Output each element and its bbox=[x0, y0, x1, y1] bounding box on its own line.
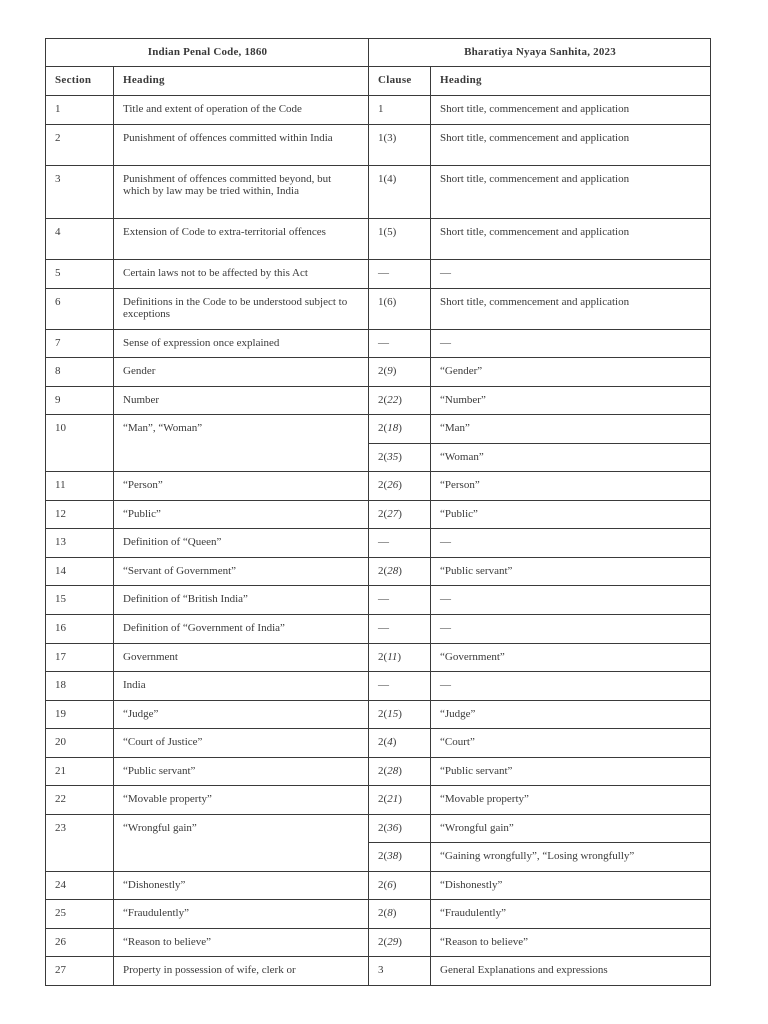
bns-heading-cell: “Fraudulently” bbox=[431, 900, 711, 929]
section-number-cell: 1 bbox=[46, 96, 114, 125]
ipc-group-header: Indian Penal Code, 1860 bbox=[46, 39, 369, 67]
section-number-cell: 13 bbox=[46, 529, 114, 558]
bns-heading-cell: “Public servant” bbox=[431, 558, 711, 586]
clause-main: 1(4) bbox=[378, 173, 397, 185]
bns-heading-cell: “Reason to believe” bbox=[431, 929, 711, 957]
clause-subnumber: 15 bbox=[387, 708, 399, 720]
clause-cell: 2(11) bbox=[369, 644, 431, 672]
clause-cell: 2(9) bbox=[369, 358, 431, 387]
clause-cell: 2(29) bbox=[369, 929, 431, 957]
bns-heading-cell: “Movable property” bbox=[431, 786, 711, 815]
bns-heading-cell: “Woman” bbox=[431, 444, 711, 472]
clause-cell bbox=[369, 529, 431, 558]
bns-heading-cell: “Man” bbox=[431, 415, 711, 444]
clause-cell bbox=[369, 289, 431, 330]
clause-cell bbox=[369, 260, 431, 289]
bns-heading-cell: — bbox=[431, 586, 711, 615]
ipc-heading-cell: Definition of “Government of India” bbox=[114, 615, 369, 644]
clause-main: 2( bbox=[378, 451, 388, 463]
bns-heading-cell: “Public” bbox=[431, 501, 711, 529]
clause-cell: 2(28) bbox=[369, 758, 431, 786]
ipc-heading-cell: “Judge” bbox=[114, 701, 369, 729]
bns-heading-cell: “Dishonestly” bbox=[431, 872, 711, 900]
ipc-heading-cell: “Reason to believe” bbox=[114, 929, 369, 957]
clause-main: 3 bbox=[378, 964, 384, 976]
section-number-cell: 15 bbox=[46, 586, 114, 615]
table-row bbox=[46, 586, 711, 615]
ipc-heading-cell: “Public servant” bbox=[114, 758, 369, 786]
section-number-cell: 21 bbox=[46, 758, 114, 786]
clause-cell: 2(22) bbox=[369, 387, 431, 415]
clause-subnumber: 6 bbox=[387, 879, 393, 891]
clause-main: 2( bbox=[378, 422, 388, 434]
bns-heading-cell: Short title, commencement and application bbox=[431, 166, 711, 219]
bns-heading-cell: “Wrongful gain” bbox=[431, 815, 711, 843]
section-number-cell: 14 bbox=[46, 558, 114, 586]
clause-cell bbox=[369, 219, 431, 260]
ipc-heading-cell: “Dishonestly” bbox=[114, 872, 369, 900]
section-number-cell: 16 bbox=[46, 615, 114, 644]
clause-cell bbox=[369, 957, 431, 986]
bns-group-header: Bharatiya Nyaya Sanhita, 2023 bbox=[369, 39, 711, 67]
bns-heading-cell: “Judge” bbox=[431, 701, 711, 729]
ipc-heading-cell: Number bbox=[114, 387, 369, 415]
section-number-cell: 10 bbox=[46, 415, 114, 472]
section-number-cell: 6 bbox=[46, 289, 114, 330]
table-row bbox=[46, 330, 711, 358]
clause-subnumber: 4 bbox=[387, 736, 393, 748]
ipc-heading-cell: “Person” bbox=[114, 472, 369, 501]
clause-cell bbox=[369, 615, 431, 644]
clause-subnumber: 8 bbox=[387, 907, 393, 919]
clause-main: 2( bbox=[378, 822, 388, 834]
table-row bbox=[46, 900, 711, 929]
bns-heading-cell: — bbox=[431, 672, 711, 701]
table-row bbox=[46, 289, 711, 330]
clause-cell: 2(18) bbox=[369, 415, 431, 444]
clause-cell: 2(6) bbox=[369, 872, 431, 900]
ipc-heading-cell: “Movable property” bbox=[114, 786, 369, 815]
section-number-cell: 22 bbox=[46, 786, 114, 815]
clause-main: 2( bbox=[378, 651, 388, 663]
ipc-heading-cell: Punishment of offences committed within India bbox=[114, 125, 369, 166]
bns-heading-cell: Short title, commencement and application bbox=[431, 125, 711, 166]
section-number-cell: 2 bbox=[46, 125, 114, 166]
bns-heading-cell: — bbox=[431, 330, 711, 358]
clause-main: 1(5) bbox=[378, 226, 397, 238]
group-header-row bbox=[46, 39, 711, 67]
clause-main: 2( bbox=[378, 479, 388, 491]
ipc-heading-cell: “Man”, “Woman” bbox=[114, 415, 369, 472]
ipc-heading-cell: Certain laws not to be affected by this Act bbox=[114, 260, 369, 289]
section-number-cell: 19 bbox=[46, 701, 114, 729]
table-row bbox=[46, 815, 711, 843]
clause-cell: 2(27) bbox=[369, 501, 431, 529]
clause-main: 2( bbox=[378, 907, 388, 919]
clause-main: — bbox=[378, 267, 390, 279]
bns-heading-cell: — bbox=[431, 529, 711, 558]
table-row bbox=[46, 558, 711, 586]
table-row bbox=[46, 501, 711, 529]
clause-main: 2( bbox=[378, 936, 388, 948]
clause-subnumber: 21 bbox=[387, 793, 399, 805]
table-row bbox=[46, 615, 711, 644]
table-row bbox=[46, 872, 711, 900]
table-row bbox=[46, 758, 711, 786]
clause-subnumber: 11 bbox=[387, 651, 398, 663]
clause-main: — bbox=[378, 593, 390, 605]
clause-cell bbox=[369, 96, 431, 125]
table-row bbox=[46, 529, 711, 558]
section-column-header: Section bbox=[46, 67, 114, 96]
clause-main: 2( bbox=[378, 879, 388, 891]
ipc-heading-cell: Definition of “British India” bbox=[114, 586, 369, 615]
bns-heading-cell: “Public servant” bbox=[431, 758, 711, 786]
clause-main: 2( bbox=[378, 394, 388, 406]
section-number-cell: 26 bbox=[46, 929, 114, 957]
section-number-cell: 12 bbox=[46, 501, 114, 529]
ipc-heading-column-header: Heading bbox=[114, 67, 369, 96]
clause-subnumber: 22 bbox=[387, 394, 399, 406]
bns-heading-cell: “Gaining wrongfully”, “Losing wrongfully” bbox=[431, 843, 711, 872]
table-row bbox=[46, 729, 711, 758]
clause-main: 2( bbox=[378, 708, 388, 720]
clause-main: 2( bbox=[378, 508, 388, 520]
clause-cell: 2(15) bbox=[369, 701, 431, 729]
ipc-heading-cell: Property in possession of wife, clerk or bbox=[114, 957, 369, 986]
bns-heading-cell: Short title, commencement and application bbox=[431, 289, 711, 330]
bns-heading-cell: General Explanations and expressions bbox=[431, 957, 711, 986]
section-number-cell: 7 bbox=[46, 330, 114, 358]
ipc-heading-cell: Definition of “Queen” bbox=[114, 529, 369, 558]
table-row bbox=[46, 929, 711, 957]
clause-main: 1(6) bbox=[378, 296, 397, 308]
ipc-heading-cell: Government bbox=[114, 644, 369, 672]
section-number-cell: 27 bbox=[46, 957, 114, 986]
clause-main: 2( bbox=[378, 565, 388, 577]
section-number-cell: 8 bbox=[46, 358, 114, 387]
ipc-heading-cell: “Servant of Government” bbox=[114, 558, 369, 586]
clause-subnumber: 35 bbox=[387, 451, 399, 463]
bns-heading-cell: — bbox=[431, 260, 711, 289]
section-number-cell: 17 bbox=[46, 644, 114, 672]
table-row bbox=[46, 166, 711, 219]
bns-heading-cell: “Person” bbox=[431, 472, 711, 501]
bns-heading-cell: “Government” bbox=[431, 644, 711, 672]
ipc-heading-cell: Punishment of offences committed beyond, but which by law may be tried within, India bbox=[114, 166, 369, 219]
section-number-cell: 11 bbox=[46, 472, 114, 501]
table-row bbox=[46, 415, 711, 444]
ipc-heading-cell: Definitions in the Code to be understood subject to exceptions bbox=[114, 289, 369, 330]
ipc-heading-cell: Title and extent of operation of the Code bbox=[114, 96, 369, 125]
ipc-heading-cell: “Wrongful gain” bbox=[114, 815, 369, 872]
ipc-heading-cell: Extension of Code to extra-territorial offences bbox=[114, 219, 369, 260]
clause-subnumber: 18 bbox=[387, 422, 399, 434]
clause-main: 2( bbox=[378, 365, 388, 377]
clause-cell bbox=[369, 330, 431, 358]
column-header-row bbox=[46, 67, 711, 96]
bns-heading-cell: “Gender” bbox=[431, 358, 711, 387]
clause-cell bbox=[369, 586, 431, 615]
table-row bbox=[46, 358, 711, 387]
clause-subnumber: 29 bbox=[387, 936, 399, 948]
table-row bbox=[46, 219, 711, 260]
clause-main: 2( bbox=[378, 793, 388, 805]
clause-cell bbox=[369, 672, 431, 701]
clause-main: — bbox=[378, 622, 390, 634]
table-row bbox=[46, 672, 711, 701]
clause-subnumber: 27 bbox=[387, 508, 399, 520]
table-row bbox=[46, 957, 711, 986]
clause-main: 1 bbox=[378, 103, 384, 115]
clause-subnumber: 38 bbox=[387, 850, 399, 862]
table-row bbox=[46, 125, 711, 166]
ipc-heading-cell: India bbox=[114, 672, 369, 701]
clause-cell: 2(21) bbox=[369, 786, 431, 815]
ipc-heading-cell: “Court of Justice” bbox=[114, 729, 369, 758]
clause-main: — bbox=[378, 337, 390, 349]
clause-subnumber: 36 bbox=[387, 822, 399, 834]
section-number-cell: 25 bbox=[46, 900, 114, 929]
section-number-cell: 5 bbox=[46, 260, 114, 289]
table-row bbox=[46, 387, 711, 415]
table-body bbox=[46, 96, 711, 986]
clause-cell bbox=[369, 125, 431, 166]
ipc-heading-cell: “Fraudulently” bbox=[114, 900, 369, 929]
clause-cell: 2(28) bbox=[369, 558, 431, 586]
bns-heading-cell: Short title, commencement and application bbox=[431, 219, 711, 260]
clause-subnumber: 28 bbox=[387, 565, 399, 577]
clause-main: — bbox=[378, 679, 390, 691]
bns-heading-column-header: Heading bbox=[431, 67, 711, 96]
bns-heading-cell: Short title, commencement and application bbox=[431, 96, 711, 125]
clause-subnumber: 26 bbox=[387, 479, 399, 491]
table-row bbox=[46, 260, 711, 289]
clause-main: 2( bbox=[378, 765, 388, 777]
clause-subnumber: 28 bbox=[387, 765, 399, 777]
section-number-cell: 20 bbox=[46, 729, 114, 758]
clause-cell: 2(38) bbox=[369, 843, 431, 872]
table-row bbox=[46, 786, 711, 815]
clause-cell: 2(4) bbox=[369, 729, 431, 758]
section-number-cell: 23 bbox=[46, 815, 114, 872]
table-row bbox=[46, 644, 711, 672]
table-row bbox=[46, 701, 711, 729]
section-number-cell: 24 bbox=[46, 872, 114, 900]
clause-column-header: Clause bbox=[369, 67, 431, 96]
ipc-heading-cell: Gender bbox=[114, 358, 369, 387]
section-number-cell: 3 bbox=[46, 166, 114, 219]
clause-cell bbox=[369, 166, 431, 219]
ipc-heading-cell: Sense of expression once explained bbox=[114, 330, 369, 358]
section-number-cell: 4 bbox=[46, 219, 114, 260]
clause-subnumber: 9 bbox=[387, 365, 393, 377]
clause-main: — bbox=[378, 536, 390, 548]
bns-heading-cell: — bbox=[431, 615, 711, 644]
clause-cell: 2(26) bbox=[369, 472, 431, 501]
section-number-cell: 18 bbox=[46, 672, 114, 701]
ipc-heading-cell: “Public” bbox=[114, 501, 369, 529]
clause-cell: 2(8) bbox=[369, 900, 431, 929]
section-number-cell: 9 bbox=[46, 387, 114, 415]
comparison-table bbox=[45, 38, 711, 986]
clause-main: 2( bbox=[378, 850, 388, 862]
clause-main: 2( bbox=[378, 736, 388, 748]
bns-heading-cell: “Court” bbox=[431, 729, 711, 758]
clause-main: 1(3) bbox=[378, 132, 397, 144]
clause-cell: 2(35) bbox=[369, 444, 431, 472]
bns-heading-cell: “Number” bbox=[431, 387, 711, 415]
clause-cell: 2(36) bbox=[369, 815, 431, 843]
table-row bbox=[46, 472, 711, 501]
table-row bbox=[46, 96, 711, 125]
